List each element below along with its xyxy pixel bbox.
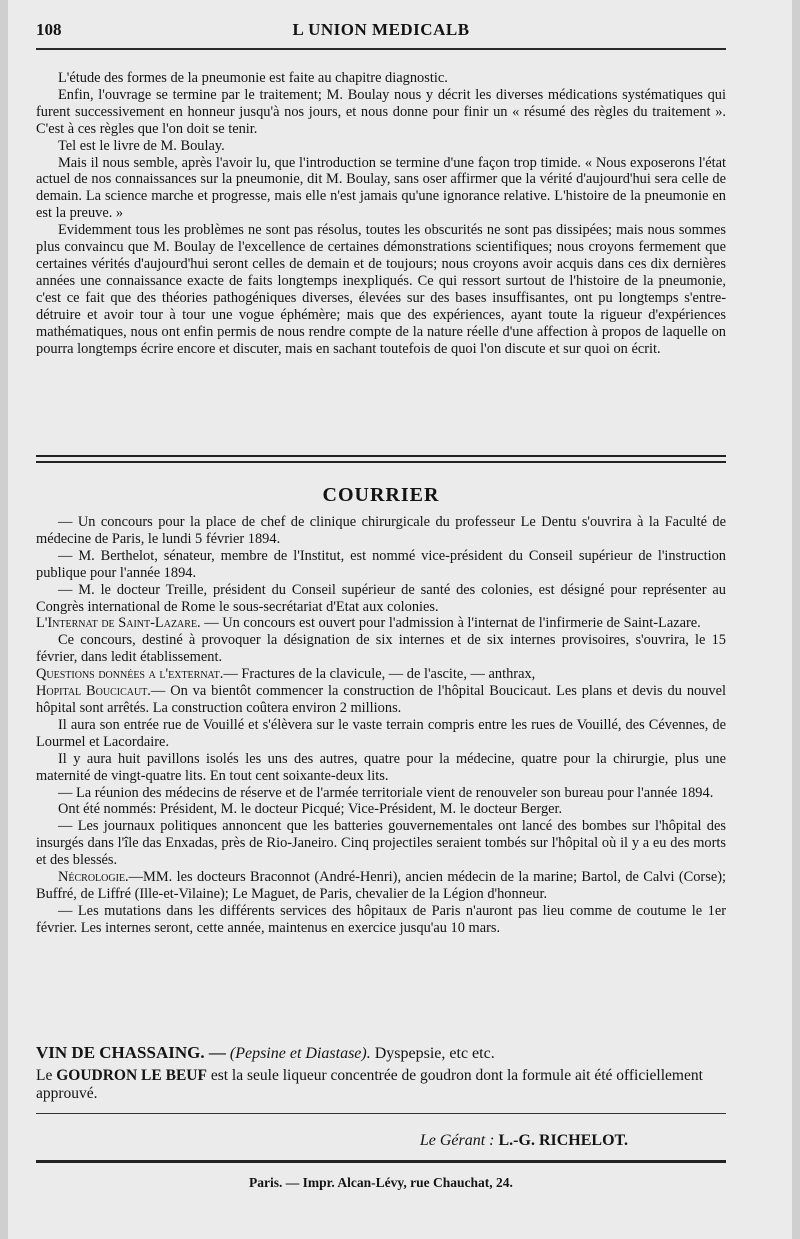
review-section [36,70,726,357]
news-item: Ont été nommés: Président, M. le docteur Picqué; Vice-Président, M. le docteur Berger. [58,801,563,818]
news-item: Hopital Boucicaut.— On va bientôt commencer la construction de l'hôpital Boucicaut. Les plans et devis du nouvel hôpital sont arrêtés. La construction coûtera environ 2 millions. [36,683,726,716]
imprint-rule [36,1160,726,1163]
news-item: — Les mutations dans les différents services des hôpitaux de Paris n'auront pas lieu comme de coutume le 1er février. Les internes seront, cette année, maintenus en exercice jusqu'au 10 mars. [36,902,726,936]
news-item: Ce concours, destiné à provoquer la désignation de six internes et de six internes provisoires, s'ouvrira, le 15 février, dans ledit établissement. [36,632,726,666]
printer-imprint: Paris. — Impr. Alcan-Lévy, rue Chauchat, 24. [249,1175,513,1190]
header-rule [36,48,726,50]
review-paragraph: Tel est le livre de M. Boulay. [58,137,225,154]
review-paragraph: Enfin, l'ouvrage se termine par le traitement; M. Boulay nous y décrit les diverses médications systématiques qui furent successivement en honneur jusqu'à nos jours, et nous donne pour finir un « résumé des règles du traitement ». C'est à ces règles que l'on doit se tenir. [36,86,726,137]
ad-ingredients: (Pepsine et Diastase). [229,1045,371,1062]
news-label: L'Internat de Saint-Lazare. [36,615,201,632]
news-label: Hopital Boucicaut. [36,683,151,700]
footer-rule [36,1113,726,1114]
ad-brand: VIN DE CHASSAING. — [36,1043,226,1062]
news-label: Nécrologie. [58,869,129,886]
journal-page [8,0,792,1239]
news-item: — M. Berthelot, sénateur, membre de l'Institut, est nommé vice-président du Conseil supérieur de l'instruction publique pour l'année 1894. [36,547,726,581]
news-item: — Les journaux politiques annoncent que les batteries gouvernementales ont lancé des bombes sur l'hôpital des insurgés dans l'île das Enxadas, près de Rio-Janeiro. Cinq projectiles seraient tombés sur l'hôpital où il y a eu des morts et des blessés. [36,818,726,869]
news-item: Il y aura huit pavillons isolés les uns des autres, quatre pour la médecine, quatre pour la chirurgie, plus une maternité de vingt-quatre lits. En tout cent soixante-deux lits. [36,750,726,784]
ad-text: Dyspepsie, etc etc. [370,1045,495,1062]
ad-text: est la seule liqueur concentrée de goudron dont la formule ait été officiellement approuvé. [36,1067,703,1102]
page-number: 108 [36,20,62,39]
news-item: Questions données a l'externat.— Fractures de la clavicule, — de l'ascite, — anthrax, [36,666,536,683]
news-label: Questions données a l'externat. [36,666,224,683]
review-paragraph: Evidemment tous les problèmes ne sont pas résolus, toutes les obscurités ne sont pas dissipées; mais nous sommes plus convaincu que M. Boulay de l'excellence de certaines démonstrations scientifiques; nous croyons fermement que certaines vérités d'aujourd'hui seront celles de demain et de toujours; nous croyons avoir acquis dans ces dix dernières années une connaissance exacte de faits longtemps inexpliqués. Ce qui ressort surtout de l'histoire de la pneumonie, c'est ce fait que des théories pathogéniques diverses, élevées sur des bases insuffisantes, ont pu longtemps s'entre-détruire et avoir tour à tour une vogue éphémère; mais que des expériences, ayant toute la rigueur d'expériences mathématiques, nous ont enfin permis de nous rendre compte de la nature réelle d'une affection à propos de laquelle on pourra longtemps écrire encore et discuter, mais en sachant toutefois de quoi l'on discute et sur quoi on écrit. [36,222,726,357]
review-paragraph: Mais il nous semble, après l'avoir lu, que l'introduction se termine d'une façon trop timide. « Nous exposerons l'état actuel de nos connaissances sur la pneumonie, dit M. Boulay, sans oser affirmer que la vérité d'aujourd'hui sera celle de demain. La science marche et progresse, mais elle n'est jamais qu'une ignorance relative. L'histoire de la pneumonie en est la preuve. » [36,154,726,222]
news-item: Nécrologie.—MM. les docteurs Braconnot (André-Henri), ancien médecin de la marine; Bartol, de Calvi (Corse); Buffré, de Liffré (Ille-et-Vilaine); Le Maguet, de Paris, chevalier de la Légion d'honneur. [36,869,726,902]
news-item: Il aura son entrée rue de Vouillé et s'élèvera sur le vaste terrain compris entre les rues de Vouillé, des Cévennes, de Lourmel et Lacordaire. [36,716,726,750]
ad-vin-de-chassaing [36,1043,726,1063]
ad-brand: GOUDRON LE BEUF [56,1067,207,1084]
ad-goudron-le-beuf: Le GOUDRON LE BEUF est la seule liqueur concentrée de goudron dont la formule ait été officiellement approuvé. [36,1067,703,1102]
courrier-section [36,514,726,937]
news-item: — La réunion des médecins de réserve et de l'armée territoriale vient de renouveler son bureau pour l'année 1894. [58,784,714,801]
gerant-name: L.-G. RICHELOT. [498,1132,628,1149]
running-title: L UNION MEDICALB [292,20,470,39]
gerant-label: Le Gérant : [419,1132,495,1149]
section-divider [36,455,726,463]
news-item: — Un concours pour la place de chef de clinique chirurgicale du professeur Le Dentu s'ouvrira à la Faculté de médecine de Paris, le lundi 5 février 1894. [36,514,726,547]
review-paragraph: L'étude des formes de la pneumonie est faite au chapitre diagnostic. [58,70,448,86]
gerant-signature [8,1132,628,1150]
news-item: — M. le docteur Treille, président du Conseil supérieur de santé des colonies, est désigné pour représenter au Congrès international de Rome le sous-secrétariat d'Etat aux colonies. [36,581,726,615]
page-header [36,20,726,44]
courrier-heading: COURRIER [322,484,440,506]
news-item: L'Internat de Saint-Lazare. — Un concours est ouvert pour l'admission à l'internat de l'infirmerie de Saint-Lazare. [36,615,701,632]
